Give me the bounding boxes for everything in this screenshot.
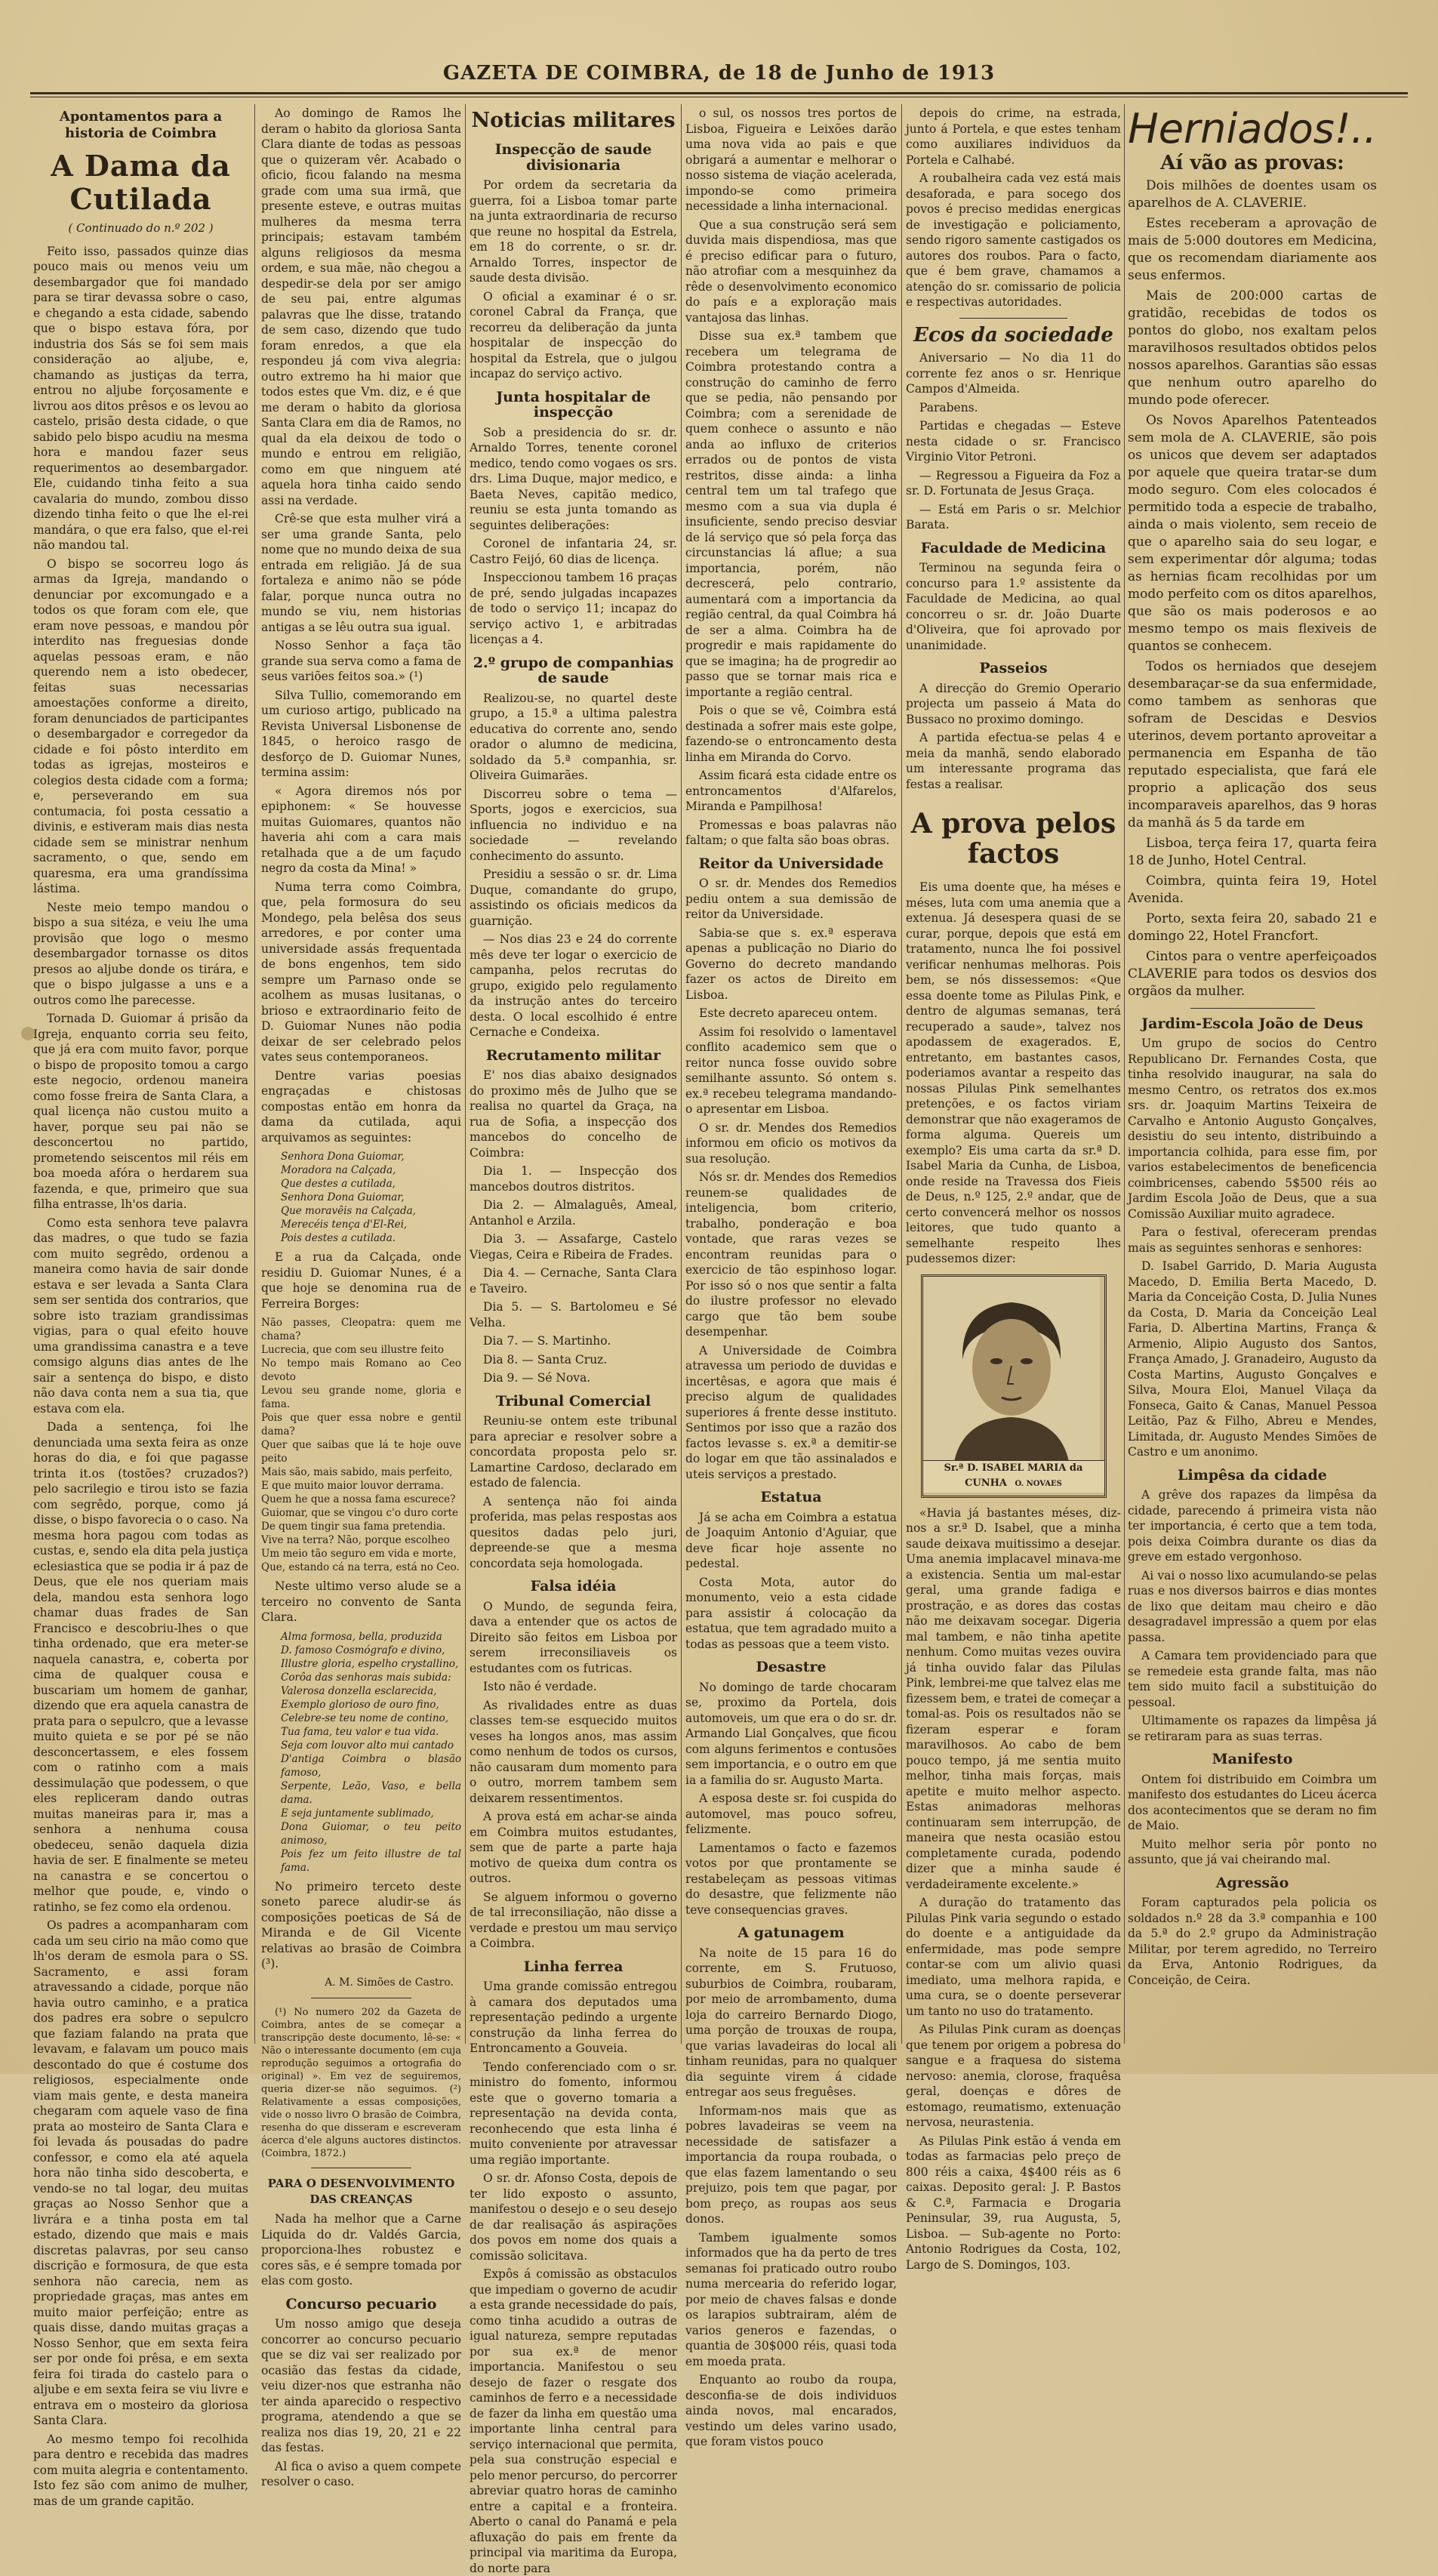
section-heading: Manifesto: [1212, 1751, 1293, 1767]
section-heading: Inspecção de saude divisionaria: [494, 141, 652, 174]
section-heading: Recrutamento militar: [485, 1046, 661, 1064]
column-2: [261, 106, 461, 2488]
paragraph: Todos os herniados que desejem desembaraçar-se da sua enfermidade, como tambem as senhoras que sofram de Descidas e Desvios uterinos, devem portanto aproveitar a permanencia em Espanha de tão reputado especialista, que fará ele proprio a aplicação dos seus incomparaveis aparelhos, das 9 horas da manhã ás 5 da tarde em: [1128, 658, 1377, 830]
article-body: [470, 425, 677, 648]
paragraph: Presidiu a sessão o sr. dr. Lima Duque, comandante do grupo, assistindo os oficiais medicos da guarnição.: [470, 867, 677, 928]
paragraph: A direcção do Gremio Operario projecta um passeio á Mata do Bussaco no proximo domingo.: [906, 681, 1121, 726]
paragraph: O bispo se socorreu logo ás armas da Igreja, mandando o denunciar por excomungado e a todos os que foram com ele, que eram nove pessoas, e mandou pôr interdito nas freguesias donde aquelas pessoas eram, e não querendo nem a isto obedecer, feitas suas necessarias amoestações conforme a direito, foram denunciados de participantes o desembargador e corregedor da cidade e foi pôsto interdito em todas as igrejas, mosteiros e colegios desta cidade com a forma; e, perseverando em sua contumacia, foi posta cessatio a divinis, e estiveram mais dias nesta cidade sem se ministrar nenhum sacramento, o que, sendo em quaresma, era uma grandíssima lástima.: [33, 556, 248, 895]
paragraph: Por ordem da secretaria da guerra, foi a Lisboa tomar parte na junta extraordinaria de recurso que reune no hospital da Estrela, em 18 do corrente, o sr. dr. Arnaldo Torres, inspector de saude desta divisão.: [470, 178, 677, 285]
paragraph: D. Isabel Garrido, D. Maria Augusta Macedo, D. Emilia Berta Macedo, D. Maria da Conceição Costa, D. Julia Nunes da Costa, D. Maria da Conceição Leal Faria, D. Albertina Martins, França & Armenio, Alipio Augusto dos Santos, França Amado, J. Granadeiro, Augusto da Costa Martins, Augusto Gonçalves e Silva, Moura Eloi, Manuel Vilaça da Fonseca, Gaito & Canas, Manuel Pessoa Leitão, Paz & Filho, Abreu e Mendes, Limitada, dr. Augusto Mendes Simões de Castro e um anonimo.: [1128, 1259, 1377, 1459]
article-body: [470, 1413, 677, 1571]
verse-line: Pois que quer essa nobre e gentil dama?: [261, 1412, 461, 1437]
paragraph: Coimbra, quinta feira 19, Hotel Avenida.: [1128, 873, 1377, 906]
paragraph: Para o festival, ofereceram prendas mais as seguintes senhoras e senhores:: [1128, 1225, 1377, 1255]
verse-line: Senhora Dona Guiomar,: [281, 1191, 405, 1203]
paragraph: Promessas e boas palavras não faltam; o que falta são boas obras.: [685, 818, 897, 847]
column-separator: [901, 104, 902, 2044]
verse-line: Que moravêis na Calçada,: [281, 1205, 416, 1217]
verse-line: E seja juntamente sublimado,: [281, 1807, 434, 1820]
engraver-credit: O. NOVAES: [1015, 1480, 1062, 1488]
article-body: [685, 876, 897, 1482]
verse-line: Pois destes a cutilada.: [281, 1232, 396, 1244]
paragraph: Nosso Senhor a faça tão grande sua serva como a fama de seus variões feitos soa.» (¹): [261, 639, 461, 683]
verse-line: Dona Guiomar, o teu peito animoso,: [281, 1820, 461, 1847]
paragraph: Um grupo de socios do Centro Republicano Dr. Fernandes Costa, que tinha resolvido inaugurar, na sala do mesmo Centro, os retratos dos ex.mos srs. dr. Joaquim Martins Teixeira de Carvalho e Antonio Augusto Gonçalves, desistiu do seu intento, distribuindo a importancia colhida, para esse fim, por varios estabelecimentos de beneficencia coimbricenses, cabendo 5$500 réis ao Jardim Escola João de Deus, que a sua Comissão Auxiliar muito agradece.: [1128, 1037, 1377, 1221]
paragraph: Lamentamos o facto e fazemos votos por que prontamente se restabeleçam as pessoas vitimas do desastre, que felizmente não teve consequencias graves.: [685, 1841, 897, 1917]
paragraph: A sentença não foi ainda proferida, mas pelas respostas aos quesitos dadas pelo juri, depreende-se que a mesma concordata seja homologada.: [470, 1494, 677, 1570]
paragraph: Tambem igualmente somos informados que ha da perto de tres semanas foi praticado outro roubo numa mercearia do referido logar, por meio de chaves falsas e donde os larapios subtrairam, além de varios generos e fazendas, o quantia de 30$000 réis, quasi toda em moeda prata.: [685, 2230, 897, 2368]
article-body: [470, 177, 677, 382]
paragraph: Realizou-se, no quartel deste grupo, a 15.ª a ultima palestra educativa do corrente ano, sendo orador o alumno de medicina, soldado da 5.ª companhia, sr. Oliveira Guimarães.: [470, 691, 677, 782]
paragraph: Neste meio tempo mandou o bispo a sua sitéza, e veiu lhe uma provisão que logo o mesmo desembargador tornasse os ditos presos ao aljube donde os tirára, e que o bispo julgasse a uns e a outros como lhe parecesse.: [33, 900, 248, 1007]
paragraph: Silva Tullio, comemorando em um curioso artigo, publicado na Revista Universal Lisbonense de 1845, o heroico rasgo de desforço de D. Guiomar Nunes, termina assim:: [261, 688, 461, 779]
divider: [959, 318, 1067, 319]
verse-line: De quem tingir sua fama pretendia.: [261, 1521, 446, 1533]
column-separator: [1124, 104, 1125, 2044]
paragraph: Tendo conferenciado com o sr. ministro do fomento, informou este que o governo tomaria a representação na devida conta, reconhecendo que esta linha é muito conveniente por atravessar uma região importante.: [470, 2060, 677, 2167]
article-body: [33, 244, 248, 2510]
paragraph: Pois o que se vê, Coimbra está destinada a sofrer mais este golpe, fazendo-se o entroncamento desta linha em Miranda do Corvo.: [685, 704, 897, 764]
advert-subtitle: Aí vão as provas:: [1160, 152, 1344, 174]
verse-line: D. famoso Cosmógrafo e divino,: [281, 1644, 445, 1656]
verse-line: Levou seu grande nome, gloria e fama.: [261, 1385, 461, 1410]
paragraph: Ai vai o nosso lixo acumulando-se pelas ruas e nos diversos bairros e dias montes de lixo que deitam mau cheiro e dão desagradavel impressão a quem por elas passa.: [1128, 1568, 1377, 1644]
paragraph: — Regressou a Figueira da Foz a sr. D. Fortunata de Jesus Graça.: [906, 468, 1121, 498]
paragraph: Crê-se que esta mulher virá a ser uma grande Santa, pelo nome que no mundo deixa de sua entrada em religião. Já de sua fortaleza e animo não se póde falar, porque nunca outra no mundo se viu, nem historias antigas a se lêu outra sua igual.: [261, 512, 461, 634]
paragraph: Ontem foi distribuido em Coimbra um manifesto dos estudantes do Liceu ácerca dos acontecimentos que se deram no fim de Maio.: [1128, 1772, 1377, 1832]
article-body: [906, 350, 1121, 533]
paragraph: A esposa deste sr. foi cuspida do automovel, mas pouco sofreu, felizmente.: [685, 1792, 897, 1836]
paragraph: Dia 3. — Assafarge, Castelo Viegas, Ceira e Ribeira de Frades.: [470, 1232, 677, 1262]
paragraph: Coronel de infantaria 24, sr. Castro Feijó, 60 dias de licença.: [470, 537, 677, 566]
paragraph: Dois milhões de doentes usam os aparelhos de A. CLAVERIE.: [1128, 177, 1377, 211]
section-heading: Estatua: [760, 1489, 822, 1505]
paragraph: «Havia já bastantes méses, diz-nos a sr.ª D. Isabel, que a minha saude deixava muitissimo a desejar. Uma anemia implacavel minava-me a existencia. Sentia um mal-estar geral, uma grande fadiga e prostração, e as dores das costas não me deixavam socegar. Digeria mal tambem, e não tinha apetite nenhum. Como muitas vezes ouvira já tinha ouvido falar das Pilulas Pink, lembrei-me que talvez elas me fizessem bem, e tratei de começar a tomal-as. Pois os resultados não se fizeram esperar e foram maravilhosos. Ao cabo de bem pouco tempo, já me sentia muito melhor, tinha mais forças, mais apetite e muito melhor aspecto. Estas animadoras melhoras continuaram sem interrupção, de maneira que nesta ocasião estou completamente curada, podendo dizer que a minha saude é verdadeiramente excelente.»: [906, 1505, 1121, 1891]
paragraph: Dia 2. — Almalaguês, Ameal, Antanhol e Arzila.: [470, 1198, 677, 1228]
column-6: [1128, 106, 1377, 2044]
paragraph: Na noite de 15 para 16 do corrente, em S. Frutuoso, suburbios de Coimbra, roubaram, por meio de arrombamento, duma loja do carreiro Bernardo Diogo, uma porção de trouxas de roupa, que varias lavadeiras do local ali tinham reunidas, para no qualquer dia seguinte virem á cidade entregar aos seus freguêses.: [685, 1946, 897, 2099]
paragraph: As Pilulas Pink estão á venda em todas as farmacias pelo preço de 800 réis a caixa, 4$400 réis as 6 caixas. Deposito geral: J. P. Bastos & C.ª, Farmacia e Drogaria Peninsular, 39, rua Augusta, 5, Lisboa. — Sub-agente no Porto: Antonio Rodrigues da Costa, 102, Largo de S. Domingos, 103.: [906, 2134, 1121, 2272]
paragraph: Tornada D. Guiomar á prisão da Igreja, enquanto corria seu feito, que já era com muito favor, porque o bispo de proposito tomou a cargo este negocio, ordenou maneira como fosse freira de Santa Clara, a qual licença não custou muito a haver, porque seu pai não se desconcertou no partido, prometendo seiscentos mil réis em boa moeda afóra o herdarem sua fazenda, e que, primeiro que sua filha entrasse, lh'os daria.: [33, 1012, 248, 1211]
column-separator: [465, 104, 466, 2044]
article-body: [685, 1510, 897, 1653]
article-body: [685, 1680, 897, 1918]
paragraph: Mais de 200:000 cartas de gratidão, recebidas de todos os pontos do globo, nos exaltam pelos maravilhosos resultados obtidos pelos nossos aparelhos. Garantias são essas que nenhum outro aparelho do mundo pode oferecer.: [1128, 288, 1377, 408]
verse-line: Guiomar, que se vingou c'o duro corte: [261, 1507, 459, 1519]
verse-line: No tempo mais Romano ao Ceo devoto: [261, 1357, 461, 1383]
paragraph: Dia 7. — S. Martinho.: [483, 1334, 611, 1348]
divider: [1190, 1008, 1315, 1009]
paragraph: A Universidade de Coimbra atravessa um periodo de duvidas e incertêsas, e agora que mais é preciso algum de qualidades superiores á frente desse instituto. Sentimos por isso que a razão dos factos levasse s. ex.ª a demitir-se do logar em que tão assinalados e uteis serviços a prestado.: [685, 1343, 897, 1481]
paragraph: « Agora diremos nós por epiphonem: « Se houvesse muitas Guiomares, quantos não haveria ahi com a cara mais retalhada que a de um façudo negro da costa da Mina! »: [261, 784, 461, 875]
section-heading: Faculdade de Medicina: [920, 539, 1107, 556]
poem: [261, 1150, 461, 1245]
paragraph: Os Novos Aparelhos Patenteados sem mola de A. CLAVERIE, são pois os unicos que devem ser adaptados por aquele que queira tratar-se dum modo seguro. Com eles colocados é permitido toda a especie de trabalho, ainda o mais violento, sem receio de que o aparelho saia do seu logar, e sem experimentar dôr alguma; todas as hernias ficam recolhidas por um modo perfeito com os ditos aparelhos, que são os mais poderosos e ao mesmo tempo os mais flexiveis de quantos se conhecem.: [1128, 412, 1377, 654]
paragraph: — Está em Paris o sr. Melchior Barata.: [906, 502, 1121, 532]
verse-line: Alma formosa, bella, produzida: [281, 1630, 442, 1643]
paragraph: A Camara tem providenciado para que se remedeie esta grande falta, mas não tem sido muito facil a substituição do pessoal.: [1128, 1649, 1377, 1709]
paragraph: E' nos dias abaixo designados do proximo mês de Julho que se realisa no quartel da Graça, na rua de Sofia, a inspecção dos mancebos do concelho de Coimbra:: [470, 1068, 677, 1160]
footnotes: (¹) No numero 202 da Gazeta de Coimbra, antes de se começar a transcripção deste documento, lê-se: « Não o interessante documento (em cuja reprodução seguimos a ortografia do original) ». Em vez de seguiremos, queria dizer-se não seguimos. (²) Relativamente a essas composições, vide o nosso livro O brasão de Coimbra, resenha do que disseram e escreveram ácerca d'ele alguns auctores distinctos. (Coimbra, 1872.): [261, 2007, 461, 2159]
paragraph: Dia 1. — Inspecção dos mancebos doutros distritos.: [470, 1164, 677, 1194]
paragraph: Parabens.: [919, 400, 978, 414]
column-separator: [254, 104, 255, 2044]
verse-line: Lucrecia, que com seu illustre feito: [261, 1344, 445, 1356]
advert-heading: A prova pelos factos: [910, 808, 1116, 870]
paragraph: Ultimamente os rapazes da limpêsa já se retiraram para as suas terras.: [1128, 1714, 1377, 1743]
verse-line: Exemplo glorioso de ouro fino,: [281, 1698, 439, 1711]
paragraph: O sr. dr. Mendes dos Remedios pediu ontem a sua demissão de reitor da Universidade.: [685, 877, 897, 921]
verse-line: D'antiga Coimbra o blasão famoso,: [281, 1752, 461, 1779]
paragraph: Como esta senhora teve palavra das madres, o que tudo se fazia com muito segrêdo, ordenou a maneira como havia de sair donde estava e ser levada a Santa Clara sem ser sentida dos contrarios, que sobre isto traziam grandissimas vigias, para o qual efeito houve uma grandissima canastra e a teve comsigo alguns dias antes de lhe sair a sentença do bispo, e disto não dava conta nem a sua tia, que estava com ela.: [33, 1216, 248, 1416]
verse-line: Que, estando cá na terra, está no Ceo.: [261, 1561, 460, 1573]
article-body: [470, 1068, 677, 1386]
paragraph: Terminou na segunda feira o concurso para 1.º assistente da Faculdade de Medicina, ao qual concorreu o sr. dr. João Duarte d'Oliveira, que foi aprovado por unanimidade.: [906, 561, 1121, 652]
sonnet: [261, 1630, 461, 1875]
paragraph: Os padres a acompanharam com cada um seu cirio na mão como que lh'os deram de esmola para o SS. Sacramento, e assi foram atravessando a cidade, porque não havia outro caminho, e a pratica dos padres era sobre o sepulcro que faziam falando na prata que levavam, e falavam um pouco mais descontado do que é costume dos religiosos, especialmente onde viam mais gente, e desta maneira chegaram com aquele vaso de fina prata ao mosteiro de Santa Clara e foi levada ás pousadas do padre confessor, e como ela até aquela hora não tinha sido descoberta, e vendo-se no tal logar, deu muitas graças ao Nosso Senhor que a livrára e a tinha posta em tal estado, dizendo que mais e mais discretas palavras, por seu canso discrição e formosura, de que esta senhora não carecia, nem as propriedade graças, mas antes em muito maior perfeição; entre as quais disse, dando muitas graças a Nosso Senhor, que em sexta feira ser por onde foi prêsa, e em sexta feira foi tirada do castelo para o aljube e em sexta feira se viu livre e entrava em o mosteiro da gloriosa Santa Clara.: [33, 1918, 248, 2427]
verse-line: E que muito maior louvor derrama.: [261, 1480, 444, 1492]
verse-line: Illustre gloria, espelho crystallino,: [281, 1657, 459, 1670]
verse-line: Valerosa donzella esclarecida,: [281, 1684, 437, 1697]
section-heading: Reitor da Universidade: [698, 855, 884, 872]
paragraph: Nada ha melhor que a Carne Liquida do dr. Valdés Garcia, proporciona-lhes robustez e cores sãs, e é sempre tomada por elas com gosto.: [261, 2212, 461, 2288]
paragraph: Eis uma doente que, ha méses e méses, luta com uma anemia que a extenua. Já desespera quasi de se curar, porque, depois que está em tratamento, nunca lhe foi possivel verificar nenhumas melhoras. Pois bem, se nós dissessemos: «Que essa doente tome as Pilulas Pink, e dentro de algumas semanas, terá recuperado a saude», talvez nos apodassem de exagerados. E, entretanto, em bastantes casos, poderiamos avantar a respeito das nossas Pilulas Pink semelhantes pretenções, e os factos viriam demonstrar que não exageramos de forma alguma. Quereis um exemplo? Eis uma carta da sr.ª D. Isabel Maria da Cunha, de Lisboa, onde reside na Travessa dos Fieis de Deus, n.º 125, 2.º andar, que de certo convencerá melhor os nossos leitores, que tudo quanto a semelhante respeito lhes pudessemos dizer:: [906, 880, 1121, 1265]
paragraph: Dia 5. — S. Bartolomeu e Sé Velha.: [470, 1300, 677, 1330]
paragraph: Lisboa, terça feira 17, quarta feira 18 de Junho, Hotel Central.: [1128, 835, 1377, 868]
paragraph: Este decreto apareceu ontem.: [699, 1006, 878, 1020]
section-heading: Ecos da sociedade: [913, 323, 1113, 347]
paragraph: Dia 8. — Santa Cruz.: [483, 1352, 608, 1367]
paragraph: Enquanto ao roubo da roupa, desconfia-se de dois individuos ainda novos, mal encarados, vestindo um deles varino usado, que foram vistos pouco: [685, 2373, 897, 2448]
paragraph: No primeiro terceto deste soneto parece aludir-se ás composições poeticas de Sá de Miranda e de Gil Vicente relativas ao brasão de Coimbra (³).: [261, 1879, 461, 1971]
sonnet-dialog: [261, 1316, 461, 1574]
paragraph: Nós sr. dr. Mendes dos Remedios reunem-se qualidades de inteligencia, bom criterio, trabalho, ponderação e boa vontade, que raras vezes se encontram reunidas para o exercicio de tão espinhoso logar. Por isso só o nos que sentir a falta do ilustre professor no elevado cargo que tão bem soube desempenhar.: [685, 1170, 897, 1339]
paragraph: A partida efectua-se pelas 4 e meia da manhã, sendo elaborado um interessante programa das festas a realisar.: [906, 731, 1121, 791]
paragraph: Partidas e chegadas — Esteve nesta cidade o sr. Francisco Virginio Vitor Petroni.: [906, 419, 1121, 464]
paragraph: O Mundo, de segunda feira, dava a entender que os actos de Direito são feitos em Lisboa por serem irreconsiliaveis os estudantes com os futricas.: [470, 1599, 677, 1675]
paragraph: Discorreu sobre o tema — Sports, jogos e exercicios, sua influencia no individuo e na sociedade — revelando conhecimento do assunto.: [470, 787, 677, 863]
article-body: [906, 1505, 1121, 2273]
verse-line: Seja com louvor alto mui cantado: [281, 1739, 454, 1752]
paragraph: A prova está em achar-se ainda em Coimbra muitos estudantes, sem que de parte a parte haja motivo de queixa dum contra os outros.: [470, 1810, 677, 1885]
paragraph: Inspeccionou tambem 16 praças de pré, sendo julgadas incapazes de todo o serviço 11; incapaz do serviço activo 1, e arbitradas licenças a 4.: [470, 571, 677, 646]
portrait-caption: [923, 1460, 1104, 1493]
paragraph: — Nos dias 23 e 24 do corrente mês deve ter logar o exercicio de campanha, pelos recrutas do grupo, exigido pelo regulamento da instrução antes do terceiro desta. O local escolhido é entre Cernache e Condeixa.: [470, 932, 677, 1039]
paragraph: Um nosso amigo que deseja concorrer ao concurso pecuario que se diz vai ser realizado por ocasião das festas da cidade, veiu dizer-nos que estranha não ter ainda aparecido o respectivo programa, atendendo a que se realiza nos dias 19, 20, 21 e 22 das festas.: [261, 2317, 461, 2454]
article-body: [906, 560, 1121, 653]
paragraph: Foram capturados pela policia os soldados n.º 28 da 3.ª companhia e 100 da 5.ª do 2.º grupo da Administração Militar, por terem agredido, no Terreiro da Erva, Antonio Rodrigues, da Conceição, de Ceira.: [1128, 1896, 1377, 1987]
section-heading: Limpêsa da cidade: [1178, 1466, 1327, 1484]
verse-line: Um meio tão seguro em vida e morte,: [261, 1548, 457, 1560]
article-body: [685, 106, 897, 849]
section-heading: Linha ferrea: [523, 1958, 624, 1975]
paragraph: Porto, sexta feira 20, sabado 21 e domingo 22, Hotel Francfort.: [1128, 911, 1377, 944]
paragraph: E a rua da Calçada, onde residiu D. Guiomar Nunes, é a que hoje se denomina rua de Ferreira Borges:: [261, 1250, 461, 1311]
paragraph: Que a sua construção será sem duvida mais dispendiosa, mas que é preciso edificar para o futuro, não atrofiar com a mesquinhez da rêde o desenvolvimento economico do país e a exploração mais vantajosa das linhas.: [685, 217, 897, 325]
verse-line: Senhora Dona Guiomar,: [281, 1151, 405, 1163]
article-body: [470, 1599, 677, 1952]
section-heading: PARA O DESENVOLVIMENTO DAS CREANÇAS: [267, 2177, 455, 2206]
paragraph: Sob a presidencia do sr. dr. Arnaldo Torres, tenente coronel medico, tendo como vogaes os srs. drs. Lima Duque, major medico, e Baeta Neves, capitão medico, reuniu se esta junta tomando as seguintes deliberações:: [470, 425, 677, 532]
column-1: [33, 106, 248, 2508]
section-heading: A gatunagem: [737, 1924, 845, 1941]
article-body: [470, 1979, 677, 2576]
verse-line: Celebre-se teu nome de contino,: [281, 1712, 448, 1724]
verse-line: Mais são, mais sabido, mais perfeito,: [261, 1466, 453, 1478]
section-heading: Agressão: [1215, 1874, 1289, 1891]
column-5: [906, 106, 1121, 2272]
section-title: Noticias militares: [471, 109, 676, 132]
advert-body: [1128, 177, 1377, 1000]
section-heading: Jardim-Escola João de Deus: [1141, 1015, 1363, 1032]
author-signature: A. M. Simões de Castro.: [325, 1976, 454, 1989]
verse-line: Vive na terra? Não, porque escolheo: [261, 1534, 450, 1546]
verse-line: Tua fama, teu valor e tua vida.: [281, 1725, 439, 1738]
paragraph: As rivalidades entre as duas classes tem-se esquecido muitos veses ha longos anos, mas assim como nenhum de todos os cursos, não causaram dum momento para o outro, morrem tambem sem deixarem ressentimentos.: [470, 1698, 677, 1805]
paragraph: Ao domingo de Ramos lhe deram o habito da gloriosa Santa Clara diante de todas as pessoas que o quizeram vêr. Acabado o oficio, ficou falando na mesma grade com uma sua irmã, que presente esteve, e outras muitas mulheres da mesma terra principais; estavam também alguns religiosos da mesma ordem, e sua mãe, não chegou a despedir-se dela por ser amigo de seu pai, entre algumas palavras que lhe disse, tratando de sem caso, dizendo que tudo foram enredos, a que ela respondeu já com viva alegria: outro extremo ha hi maior que todos estes que Vm. diz, e é que me deram o habito da gloriosa Santa Clara em dia de Ramos, no qual da ela deixou de todo o mundo e entrou em religião, como em que ninguem até aquela hora tinha caido sendo assi na verdade.: [261, 106, 461, 507]
paragraph: o sul, os nossos tres portos de Lisboa, Figueira e Leixões darão uma nova vida ao pais e que obrigará a aumentar e melhorar o nosso sistema de viação acelerada, impondo-se como primeira necessidade a linha internacional.: [685, 106, 897, 213]
column-4: [685, 106, 897, 2448]
paragraph: Neste ultimo verso alude se a terceiro no convento de Santa Clara.: [261, 1579, 461, 1624]
paragraph: Uma grande comissão entregou à camara dos deputados uma representação pedindo a urgente construção da linha ferrea do Entroncamento a Gouveia.: [470, 1980, 677, 2055]
paragraph: Feito isso, passados quinze dias pouco mais ou menos veiu um desembargador que foi mandado para se tirar devassa sobre o caso, e chegando a esta cidade, sabendo que o bispo estava fóra, por industria dos Sás se foi sem mais consideração ao aljube, e, chamando as justiças da terra, entrou no aljube forçosamente e livrou aos ditos prêsos e os levou ao castelo, prisão desta cidade, o que sabido pelo bispo acudiu na mesma hora e mandou fazer seus requerimentos ao desembargador. Ele, cuidando tinha feito a sua cavalaria do mundo, zombou disso dizendo tinha feito o que lhe el-rei mandára, o que era falso, que el-rei não mandou tal.: [33, 244, 248, 552]
paragraph: Aniversario — No dia 11 do corrente fez anos o sr. Henrique Campos d'Almeida.: [906, 351, 1121, 396]
verse-line: Corôa das senhoras mais subida:: [281, 1671, 451, 1684]
paragraph: A duração do tratamento das Pilulas Pink varia segundo o estado do doente e a antiguidade da enfermidade, mas pode sempre contar-se com um alivio quasi imediato, uma melhora rapida, e uma cura, se o doente perseverar um tanto no uso do tratamento.: [906, 1896, 1121, 2018]
paragraph: As Pilulas Pink curam as doenças que tenem por origem a pobresa do sangue e a fraquesa do sistema nervoso: anemia, clorose, fraquêsa geral, doenças e dôres de estomago, reumatismo, extenuação nervosa, neurastenia.: [906, 2023, 1121, 2129]
section-heading: Falsa idéia: [530, 1578, 617, 1595]
paragraph: Já se acha em Coimbra a estatua de Joaquim Antonio d'Aguiar, que deve ficar hoje assente no pedestal.: [685, 1510, 897, 1570]
paragraph: A grêve dos rapazes da limpêsa da cidade, parecendo á primeira vista não ter importancia, é certo que a tem toda, pois deixa Coimbra durante os dias da greve em estado vergonhoso.: [1128, 1488, 1377, 1564]
paragraph: Estes receberam a aprovação de mais de 5:000 doutores em Medicina, que os recomendam diariamente aos seus enfermos.: [1128, 215, 1377, 283]
continued-note: ( Continuado do n.º 202 ): [68, 221, 214, 235]
paragraph: Dentre varias poesias engraçadas e chistosas compostas então em honra da dama da cutilada, aqui arquivamos as seguintes:: [261, 1068, 461, 1145]
column-separator: [681, 104, 682, 2044]
paragraph: A roubalheira cada vez está mais desaforada, e para socego dos povos é preciso medidas energicas de investigação e policiamento, sendo rigoro samente castigados os autores dos roubos. Para o facto, que é bem grave, chamamos a atenção do sr. comissario de policia e respectivas autoridades.: [906, 171, 1121, 309]
article-body: [1128, 1036, 1377, 1460]
paragraph: Assim ficará esta cidade entre os entroncamentos d'Alfarelos, Miranda e Pampilhosa!: [685, 769, 897, 813]
section-heading: Concurso pecuario: [285, 2295, 437, 2313]
verse-line: Quem he que a nossa fama escurece?: [261, 1493, 456, 1505]
paragraph: Numa terra como Coimbra, que, pela formosura do seu Mondego, pela belêsa dos seus arredores, e por conter uma universidade assás frequentada de bons engenhos, tem sido sempre um Parnaso onde se acolhem as musas lusitanas, o brioso e extraordinario feito de D. Guiomar Nunes não podia deixar de ser celebrado pelos vates seus contemporaneos.: [261, 880, 461, 1064]
portrait-caption-text: Sr.ª D. ISABEL MARIA da CUNHA: [944, 1462, 1083, 1489]
verse-line: Não passes, Cleopatra: quem me chama?: [261, 1317, 461, 1342]
section-heading: Junta hospitalar de inspecção: [496, 388, 651, 421]
article-body: [906, 106, 1121, 310]
section-kicker: Apontamentos para a historia de Coimbra: [59, 109, 223, 141]
verse-line: Merecéis tença d'El-Rei,: [281, 1219, 408, 1231]
paragraph: Reuniu-se ontem este tribunal para apreciar e resolver sobre a concordata proposta pelo sr. Lamartine Cardoso, declarado em estado de falencia.: [470, 1414, 677, 1490]
verse-line: Serpente, Leão, Vaso, e bella dama.: [281, 1779, 461, 1806]
section-heading: Desastre: [756, 1659, 827, 1675]
paragraph: Assim foi resolvido o lamentavel conflito academico sem que o reitor nunca fosse ouvido sobre semilhante assunto. Só ontem s. ex.ª recebeu telegrama mandando-o apresentar em Lisboa.: [685, 1025, 897, 1116]
woman-portrait-icon: [923, 1277, 1100, 1465]
advert-title: Herniados!..: [1128, 105, 1377, 153]
verse-line: Moradora na Calçada,: [281, 1164, 396, 1176]
paragraph: Dia 4. — Cernache, Santa Clara e Taveiro.: [470, 1266, 677, 1296]
article-body: [906, 880, 1121, 1267]
article-body: [1128, 1895, 1377, 1988]
paragraph: depois do crime, na estrada, junto á Portela, e que estes tenham como auxiliares individuos da Portela e Calhabé.: [906, 106, 1121, 167]
paragraph: O oficial a examinar é o sr. coronel Cabral da França, que recorreu da deliberação da junta hospitalar de inspecção do hospital da Estrela, que o julgou incapaz do serviço activo.: [470, 289, 677, 381]
paragraph: Sabia-se que s. ex.ª esperava apenas a publicação no Diario do Governo do decreto mandando fazer os actos de Direito em Lisboa.: [685, 926, 897, 1002]
paragraph: O sr. dr. Afonso Costa, depois de ter lido exposto o assunto, manifestou o desejo e o seu desejo de dar realisação ás aspirações dos povos em nome dos quais a comissão solicitava.: [470, 2171, 677, 2263]
paragraph: Expôs á comissão as obstaculos que impediam o governo de acudir a esta grande necessidade do país, como tinha acudido a outras de igual natureza, sempre reputadas por sua ex.ª de menor importancia. Manifestou o seu desejo de fazer o resgate dos caminhos de ferro e a necessidade de fazer da linha em questão uma importante linha central para serviço internacional que permita, pela sua construção especial e pelo menor percurso, do percorrer abreviar quatro horas de caminho entre a capital e a fronteira. Aberto o canal do Panamá e pela afluxação do pais em frente da principal via maritima da Europa, do norte para: [470, 2267, 677, 2575]
paragraph: No domingo de tarde chocaram se, proximo da Portela, dois automoveis, um que era o do sr. dr. Armando Lial Gonçalves, que ficou com alguns ferimentos e contusões sem importancia, e o outro em que ia a familia do sr. Augusto Marta.: [685, 1680, 897, 1787]
paragraph: Muito melhor seria pôr ponto no assunto, que já vai cheirando mal.: [1128, 1837, 1377, 1866]
paragraph: Isto não é verdade.: [483, 1680, 597, 1693]
article-body: [906, 681, 1121, 793]
paragraph: Ao mesmo tempo foi recolhida para dentro e recebida das madres com muita alegria e contentamento. Isto fez são com animo de mulher, mas de um grande capitão.: [33, 2432, 248, 2508]
article-body: [470, 691, 677, 1040]
paragraph: Se alguem informou o governo de tal irreconsiliação, não disse a verdade e prestou um mau serviço a Coimbra.: [470, 1890, 677, 1950]
section-heading: Passeios: [979, 660, 1048, 676]
article-body: [685, 1946, 897, 2450]
header-rule: [30, 92, 1408, 94]
section-heading: 2.º grupo de companhias de saude: [473, 654, 674, 686]
article-body: [1128, 1487, 1377, 1744]
masthead: GAZETA DE COIMBRA, de 18 de Junho de 1913: [442, 62, 996, 85]
portrait-engraving: [921, 1274, 1107, 1498]
paragraph: O sr. dr. Mendes dos Remedios informou em oficio os motivos da sua resolução.: [685, 1120, 897, 1166]
verse-line: Que destes a cutilada,: [281, 1178, 396, 1190]
paragraph: Costa Mota, autor do monumento, veio a esta cidade para assistir á colocação da estatua, que tem agradado muito a todas as pessoas que a teem visto.: [685, 1575, 897, 1651]
column-3: [470, 106, 677, 2575]
paragraph: Dada a sentença, foi lhe denunciada uma sexta feira as onze horas do dia, e foi que pagasse trinta it.os (tostões? cruzados?) pelo sacrilegio e tirou isto se fazia com segrêdo, porque, como já disse, o bispo favorecia o o caso. Na mesma hora pagou com todas as custas, e, sendo ela dita pela justiça eclesiastica que se podia ir á paz de Deus, que ele nos queriam mais dela, mandou esta senhora logo chamar duas frades de San Francisco e descobriu-lhes o que tinha ordenado, que era meter-se naquela canastra, e, coberta por cima de qualquer cousa e buscariam um homem de ganhar, dizendo que era aquela canastra de prata para o sepulcro, que a levasse muito quieta e se por pé se não desconcertassem, e eles fossem com o ratinho com a mais dessimulação que podessem, o que eles repliceram dando outras muitas maneiras para ir, mas a senhora a nenhuma cousa obedeceu, senão daquela dizia havia de ser. E finalmente se meteu na canastra e se concertou o melhor que poude, e, vindo o ratinho, se fez como ela ordenou.: [33, 1420, 248, 1914]
paragraph: Al fica o aviso a quem compete resolver o caso.: [261, 2459, 461, 2488]
verse-line: Quer que saibas que lá te hoje ouve peito: [261, 1439, 461, 1465]
section-heading: Tribunal Comercial: [495, 1392, 651, 1410]
verse-line: Pois fez um feito illustre de tal fama.: [281, 1847, 461, 1874]
article-body: [1128, 1772, 1377, 1868]
paragraph: Cintos para o ventre aperfeiçoados CLAVERIE para todos os desvios dos orgãos da mulher.: [1128, 948, 1377, 999]
article-title: A Dama da Cutilada: [51, 149, 231, 216]
paragraph: Informam-nos mais que as pobres lavadeiras se veem na necessidade de satisfazer a importancia da roupa roubada, o que elas fazem lamentando o seu prejuizo, pois tem que pagar, por bom preço, as roupas aos seus donos.: [685, 2103, 897, 2226]
paragraph: Dia 9. — Sé Nova.: [483, 1371, 591, 1385]
paragraph: Disse sua ex.ª tambem que recebera um telegrama de Coimbra protestando contra a construção do caminho de ferro que se pedia, não pensando por Coimbra; com a serenidade de quem conhece o assunto e não anda ao influxo de criterios errados ou de pontos de vista restritos, disse ainda: a linha central tem um tal trafego que mesmo com a sua via dupla é insuficiente, sendo preciso desviar de lá serviço que só pela força das circunstancias lá aflue; a sua importancia, porém, não decrescerá, pelo contrario, aumentará com a importancia da região central, da qual Coimbra há de ser a alma. Coimbra ha de progredir e mais rapidamente do que se imagina; ha de progredir ao passo que se tornar mais rica e importante a região central.: [685, 329, 897, 699]
